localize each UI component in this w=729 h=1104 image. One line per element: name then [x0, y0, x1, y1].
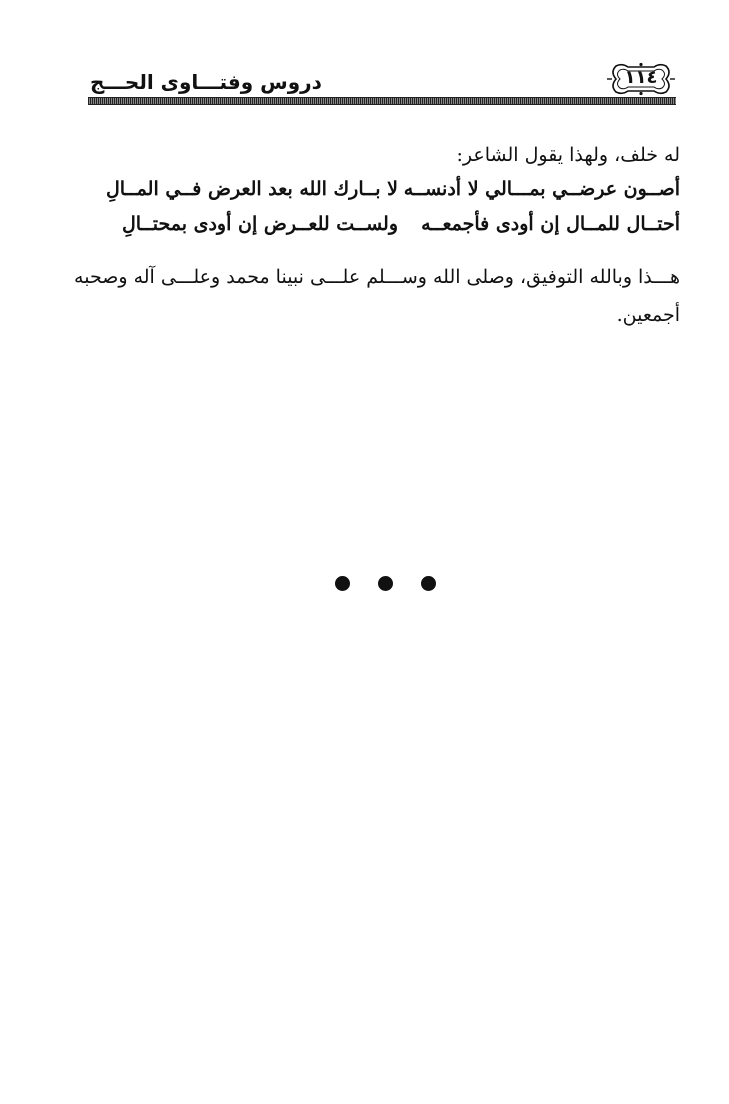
verse-first-hemistich: أصــون عرضــي بمـــالي لا أدنســه — [403, 178, 680, 200]
header-divider — [88, 97, 676, 105]
poem-verse — [88, 213, 680, 248]
dot-icon — [421, 576, 436, 591]
page-number-ornament — [606, 62, 676, 96]
closing-line: هـــذا وبالله التوفيق، وصلى الله وســـلم علـــى نبينا محمد وعلـــى آله وصحبه — [74, 266, 680, 288]
verse-second-hemistich: لا بــارك الله بعد العرض فــي المــالِ — [105, 178, 398, 200]
intro-line: له خلف، ولهذا يقول الشاعر: — [456, 144, 680, 166]
page-number: ١١٤ — [624, 67, 658, 88]
verse-second-hemistich: ولســت للعــرض إن أودى بمحتــالِ — [121, 213, 398, 235]
closing-line: أجمعين. — [616, 304, 680, 326]
poem-verse — [88, 178, 680, 213]
dot-icon — [335, 576, 350, 591]
section-end-dots — [330, 576, 440, 596]
closing-paragraph — [74, 258, 680, 334]
book-title: دروس وفتـــاوى الحـــج — [90, 70, 322, 94]
poem — [88, 178, 680, 248]
dot-icon — [378, 576, 393, 591]
verse-first-hemistich: أحتــال للمــال إن أودى فأجمعــه — [421, 213, 680, 235]
